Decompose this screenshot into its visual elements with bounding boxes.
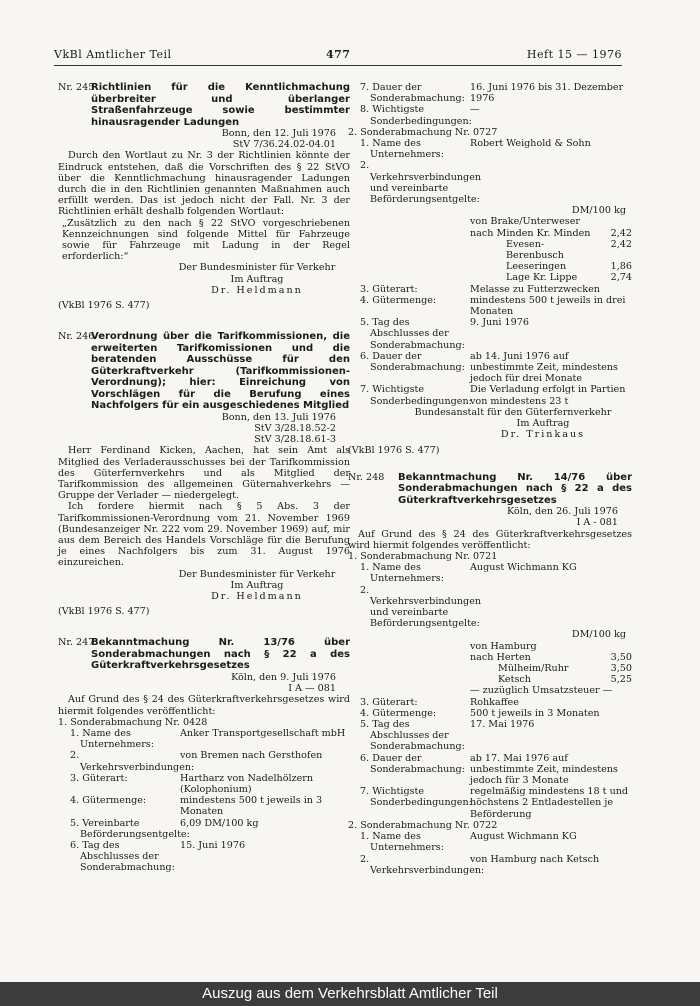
- row-value: 16. Juni 1976 bis 31. Dezember 1976: [470, 82, 624, 105]
- row-value: 15. Juni 1976: [180, 839, 246, 851]
- header-rule: [54, 65, 622, 66]
- row-value: August Wichmann KG: [470, 831, 577, 843]
- agreement-row: [360, 284, 632, 295]
- agreement-row: [360, 562, 632, 584]
- agreement-row: [70, 818, 350, 840]
- price-destination: Ketsch: [498, 674, 531, 686]
- source-reference: (VkBl 1976 S. 477): [58, 606, 150, 618]
- paragraph: Auf Grund des § 24 des Güterkraftverkehrsgesetzes wird hiermit folgendes veröffentlicht:: [348, 528, 632, 551]
- agreement-rows: [360, 138, 632, 407]
- price-row: [470, 228, 632, 239]
- agreement-row: [360, 82, 632, 104]
- row-value: regelmäßig mindestens 18 t und höchstens 2 Entladestellen je Beförderung: [470, 786, 629, 820]
- row-value: [470, 160, 632, 205]
- price-value: 2,42: [610, 227, 632, 239]
- signature-authority: Der Bundesminister für Verkehr: [178, 262, 336, 274]
- row-key: 7. Dauer der Sonderabmachung:: [360, 82, 465, 105]
- agreement-row: [360, 104, 632, 126]
- price-row: [470, 663, 632, 674]
- row-value: 6,09 DM/100 kg: [180, 817, 259, 829]
- row-value: von Hamburg nach Ketsch: [470, 853, 600, 865]
- row-key: 2. Verkehrsverbindungen:: [70, 750, 195, 773]
- article-number: Nr. 246: [58, 331, 95, 343]
- article-reference: StV 3/28.18.52-2: [254, 422, 336, 434]
- row-key: 3. Güterart:: [360, 696, 418, 708]
- paragraph: Auf Grund des § 24 des Güterkraftverkehrsgesetzes wird hiermit folgendes veröffentlicht:: [58, 694, 350, 717]
- row-value: Hartharz von Nadelhölzern (Kolophonium): [180, 772, 314, 795]
- signature: [348, 407, 618, 441]
- price-value: 3,50: [610, 651, 632, 663]
- agreement-row: [360, 708, 632, 719]
- row-value: mindestens 500 t jeweils in drei Monaten: [470, 294, 626, 318]
- article-title: Bekanntmachung Nr. 13/76 über Sonderabmachungen nach § 22 a des Güterkraftverkehrsgesetzes: [91, 637, 350, 672]
- article-title: Bekanntmachung Nr. 14/76 über Sonderabmachungen nach § 22 a des Güterkraftverkehrsgesetzes: [398, 471, 632, 506]
- paragraph: Durch den Wortlaut zu Nr. 3 der Richtlinien könnte der Eindruck entstehen, daß die Vorschriften des § 22 StVO über die Kenntlichmachung hinausragender Ladungen durch die in den Richtlinien genannten Maßnahmen auch erfüllt werden. Das ist jedoch nicht der Fall. Nr. 3 der Richtlinien erhält deshalb folgenden Wortlaut:: [58, 150, 350, 218]
- signature-name: Dr. Heldmann: [211, 284, 303, 296]
- row-key: 2. Verkehrsverbindungen und vereinbarte Beförderungsentgelte:: [360, 160, 482, 206]
- row-value: August Wichmann KG: [470, 562, 577, 574]
- article-place-date: Bonn, den 12. Juli 1976: [221, 128, 336, 139]
- agreement-row: [70, 750, 350, 772]
- price-row: [470, 652, 632, 663]
- price-table: [470, 641, 632, 697]
- agreement-row: [360, 719, 632, 753]
- row-value: Robert Weighold & Sohn: [470, 138, 591, 150]
- price-value: 5,25: [610, 674, 632, 686]
- row-key: 8. Wichtigste Sonderbedingungen:: [360, 104, 472, 127]
- price-row: [470, 272, 632, 283]
- article-number: Nr. 245: [58, 82, 95, 93]
- price-destination: Evesen-Berenbusch: [506, 238, 564, 262]
- paragraph: Herr Ferdinand Kicken, Aachen, hat sein Amt als Mitglied des Verladerausschusses bei der Tarifkommission des Güterfernverkehrs und als Mitglied der Tarifkommission des allgemeinen Güternahverkehrs — Gruppe der Verlader — niedergelegt.: [58, 445, 350, 502]
- signature: [58, 262, 336, 296]
- agreement-heading: 2. Sonderabmachung Nr. 0722: [348, 819, 498, 831]
- agreement-row: [70, 795, 350, 817]
- row-value: Anker Transportgesellschaft mbH: [180, 727, 346, 739]
- row-key: 5. Tag des Abschlusses der Sonderabmachung:: [360, 317, 465, 351]
- agreement-heading: 1. Sonderabmachung Nr. 0428: [58, 716, 208, 728]
- signature-name: Dr. Trinkaus: [500, 429, 586, 441]
- vat-note: — zuzüglich Umsatzsteuer —: [470, 685, 613, 697]
- agreement-row: [70, 840, 350, 874]
- article-reference: I A - 081: [576, 517, 618, 529]
- row-key: 6. Tag des Abschlusses der Sonderabmachung:: [70, 839, 175, 874]
- row-key: 1. Name des Unternehmers:: [70, 727, 154, 751]
- agreement-rows: [70, 728, 350, 874]
- row-key: 4. Gütermenge:: [360, 707, 437, 719]
- header-issue: Heft 15 — 1976: [526, 48, 622, 61]
- signature-role: Im Auftrag: [516, 418, 570, 430]
- row-key: 2. Verkehrsverbindungen und vereinbarte Beförderungsentgelte:: [360, 584, 482, 630]
- left-column: [58, 82, 350, 878]
- price-unit: DM/100 kg: [571, 629, 626, 641]
- row-key: 4. Gütermenge:: [70, 795, 147, 807]
- agreement-row: [360, 384, 632, 406]
- row-value: 9. Juni 1976: [470, 317, 529, 329]
- agreement-row: [70, 773, 350, 795]
- price-destination: nach Herten: [470, 651, 531, 663]
- agreement-row: [360, 697, 632, 708]
- agreement-row: [360, 831, 632, 853]
- price-destination: Lage Kr. Lippe: [506, 272, 578, 284]
- row-key: 6. Dauer der Sonderabmachung:: [360, 350, 465, 374]
- article-place-date: Köln, den 9. Juli 1976: [231, 671, 336, 683]
- row-value: Melasse zu Futterzwecken: [470, 283, 600, 295]
- agreement-heading: 2. Sonderabmachung Nr. 0727: [348, 126, 498, 138]
- article-247: [58, 637, 350, 873]
- agreement-row: [360, 138, 632, 160]
- agreement-row: [70, 728, 350, 750]
- price-origin: von Brake/Unterweser: [470, 216, 580, 228]
- row-key: 3. Güterart:: [360, 283, 418, 295]
- article-place-date: Bonn, den 13. Juli 1976: [221, 411, 336, 423]
- price-table: [470, 216, 632, 283]
- row-key: 7. Wichtigste Sonderbedingungen:: [360, 786, 472, 809]
- row-key: 2. Verkehrsverbindungen:: [360, 853, 485, 876]
- article-reference: I A — 081: [288, 683, 336, 695]
- price-value: 2,74: [610, 272, 632, 284]
- row-key: 6. Dauer der Sonderabmachung:: [360, 752, 465, 775]
- signature-authority: Der Bundesminister für Verkehr: [178, 568, 336, 580]
- price-unit: DM/100 kg: [571, 205, 626, 217]
- row-key: 5. Tag des Abschlusses der Sonderabmachung:: [360, 719, 465, 753]
- continued-rows: [360, 82, 632, 127]
- row-key: 7. Wichtigste Sonderbedingungen:: [360, 384, 472, 407]
- page-number: 477: [326, 48, 351, 61]
- row-key: 3. Güterart:: [70, 772, 128, 784]
- row-value: Die Verladung erfolgt in Partien von mindestens 23 t: [470, 384, 626, 407]
- price-destination: nach Minden Kr. Minden: [470, 227, 591, 239]
- signature-authority: Bundesanstalt für den Güterfernverkehr: [414, 406, 612, 418]
- price-destination: Leeseringen: [506, 261, 567, 273]
- agreement-row: [360, 753, 632, 787]
- agreement-rows: [360, 831, 632, 876]
- agreement-row: [360, 295, 632, 317]
- agreement-heading: 1. Sonderabmachung Nr. 0721: [348, 551, 498, 563]
- article-246: [58, 331, 350, 617]
- price-value: 1,86: [610, 261, 632, 273]
- row-key: 1. Name des Unternehmers:: [360, 831, 444, 854]
- row-value: von Bremen nach Gersthofen: [180, 750, 323, 762]
- agreement-row: [360, 351, 632, 385]
- price-row: [470, 239, 632, 261]
- agreement-row: [360, 317, 632, 351]
- row-value: 17. Mai 1976: [470, 719, 535, 731]
- agreement-row: [360, 786, 632, 820]
- source-reference: (VkBl 1976 S. 477): [348, 444, 440, 456]
- agreement-row: [360, 854, 632, 876]
- article-reference: StV 3/28.18.61-3: [254, 434, 336, 446]
- article-place-date: Köln, den 26. Juli 1976: [506, 506, 618, 518]
- article-reference: StV 7/36.24.02-04.01: [232, 139, 336, 151]
- row-key: 4. Gütermenge:: [360, 294, 437, 306]
- signature: [58, 569, 336, 603]
- article-title: Richtlinien für die Kenntlichmachung überbreiter und überlanger Straßenfahrzeuge sowie bestimmter hinausragender Ladungen: [91, 82, 350, 128]
- price-row: [470, 674, 632, 685]
- row-value: mindestens 500 t jeweils in 3 Monaten: [180, 795, 323, 818]
- row-value: ab 17. Mai 1976 auf unbestimmte Zeit, mindestens jedoch für 3 Monate: [470, 752, 618, 787]
- row-value: ab 14. Juni 1976 auf unbestimmte Zeit, mindestens jedoch für drei Monate: [470, 350, 618, 385]
- agreement-row: [360, 160, 632, 205]
- article-number: Nr. 247: [58, 637, 95, 649]
- article-245: [58, 82, 350, 311]
- running-header: [54, 48, 622, 64]
- price-row: [470, 261, 632, 272]
- row-key: 5. Vereinbarte Beförderungsentgelte:: [70, 817, 190, 840]
- signature-role: Im Auftrag: [230, 273, 284, 285]
- agreement-rows: [360, 562, 632, 820]
- quote: „Zusätzlich zu den nach § 22 StVO vorgeschriebenen Kennzeichnungen sind folgende Mittel für Fahrzeuge sowie für Fahrzeuge mit Ladung in der Regel erforderlich:“: [62, 217, 350, 263]
- header-journal: VkBl Amtlicher Teil: [54, 48, 172, 61]
- price-origin: von Hamburg: [470, 640, 537, 652]
- article-number: Nr. 248: [348, 471, 385, 483]
- row-key: 1. Name des Unternehmers:: [360, 562, 444, 585]
- signature-role: Im Auftrag: [230, 579, 284, 591]
- article-248: [348, 472, 632, 876]
- row-key: 1. Name des Unternehmers:: [360, 138, 444, 161]
- price-value: 2,42: [610, 238, 632, 250]
- row-value: —: [470, 104, 480, 116]
- signature-name: Dr. Heldmann: [211, 591, 303, 602]
- row-value: 500 t jeweils in 3 Monaten: [470, 707, 600, 719]
- agreement-row: [360, 585, 632, 630]
- right-column: [348, 82, 632, 880]
- article-title: Verordnung über die Tarifkommissionen, die erweiterten Tarifkomissionen und die beratenden Ausschüsse für den Güterkraftverkehr (Tarifkommissionen-Verordnung); hier: Einreichung von Vorschlägen für die Berufung eines Nachfolgers für ein ausgeschiedenes Mitglied: [91, 331, 350, 412]
- paragraph: Ich fordere hiermit nach § 5 Abs. 3 der Tarifkommissionen-Verordnung vom 21. November 1969 (Bundesanzeiger Nr. 222 vom 29. November 1969) auf, mir aus dem Bereich des Handels Vorschläge für die Berufung je eines Nachfolgers bis zum 31. August 1976 einzureichen.: [58, 501, 350, 569]
- footer-banner: Auszug aus dem Verkehrsblatt Amtlicher Teil: [0, 982, 700, 1006]
- row-value: Rohkaffee: [470, 696, 519, 708]
- price-value: 3,50: [610, 663, 632, 675]
- source-reference: (VkBl 1976 S. 477): [58, 300, 150, 312]
- price-destination: Mülheim/Ruhr: [498, 663, 569, 675]
- row-value: [470, 585, 632, 630]
